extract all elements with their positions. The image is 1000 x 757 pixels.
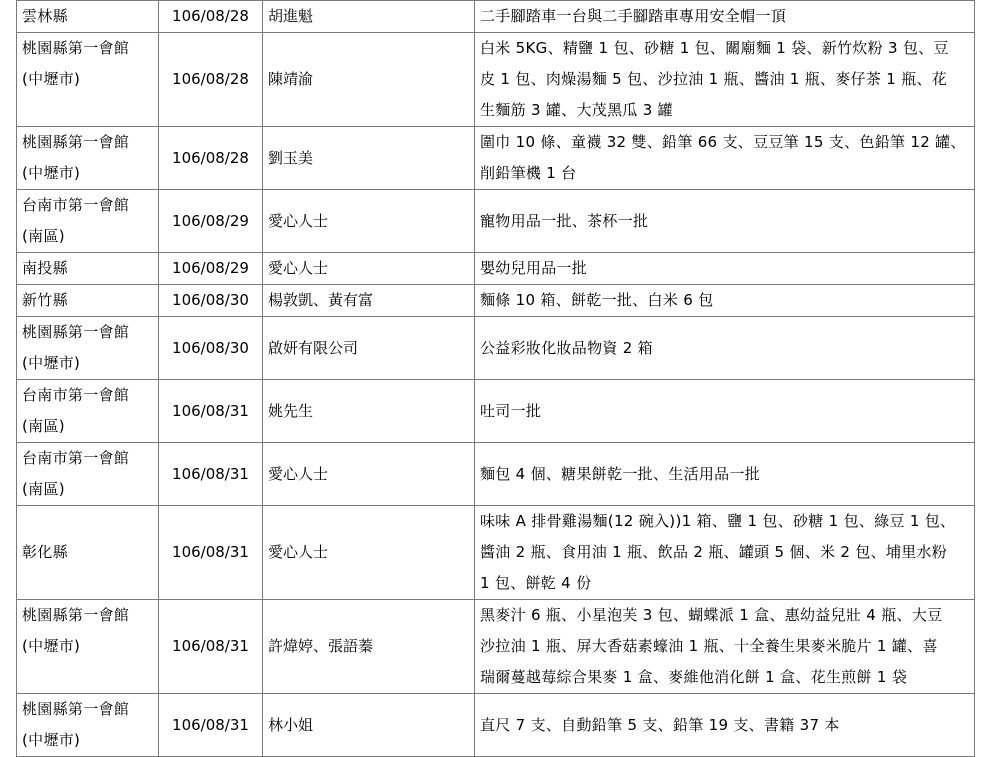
items-cell: [475, 600, 975, 694]
date-cell: 106/08/31: [159, 506, 263, 600]
place-line: (中壢市): [22, 731, 81, 749]
location-cell: [17, 127, 159, 190]
place-line: (南區): [22, 417, 65, 435]
place-line: 桃園縣第一會館: [22, 323, 130, 341]
items-cell: [475, 380, 975, 443]
date-cell: 106/08/29: [159, 190, 263, 253]
items-line: 1 包、餅乾 4 份: [480, 574, 592, 592]
table-row: [17, 506, 975, 600]
donor-cell: 劉玉美: [263, 127, 475, 190]
donor-cell: 楊敦凱、黃有富: [263, 285, 475, 317]
date-cell: 106/08/28: [159, 127, 263, 190]
place-line: 桃園縣第一會館: [22, 39, 130, 57]
place-line: 桃園縣第一會館: [22, 606, 130, 624]
date-cell: 106/08/28: [159, 33, 263, 127]
items-line: 削鉛筆機 1 台: [480, 164, 577, 182]
items-cell: [475, 317, 975, 380]
location-cell: [17, 380, 159, 443]
date-cell: 106/08/28: [159, 1, 263, 33]
items-line: 圍巾 10 條、童襪 32 雙、鉛筆 66 支、豆豆筆 15 支、色鉛筆 12 罐、: [480, 133, 966, 151]
location-cell: [17, 600, 159, 694]
location-cell: [17, 317, 159, 380]
table-row: [17, 190, 975, 253]
location-cell: [17, 33, 159, 127]
place-line: 桃園縣第一會館: [22, 133, 130, 151]
date-cell: 106/08/30: [159, 285, 263, 317]
place-line: 台南市第一會館: [22, 386, 130, 404]
place-line: 台南市第一會館: [22, 449, 130, 467]
place-line: (南區): [22, 227, 65, 245]
donor-cell: 愛心人士: [263, 506, 475, 600]
items-line: 麵包 4 個、糖果餅乾一批、生活用品一批: [480, 464, 761, 483]
place-line: (中壢市): [22, 637, 81, 655]
donor-cell: 胡進魁: [263, 1, 475, 33]
location-cell: [17, 285, 159, 317]
table-row: [17, 1, 975, 33]
items-line: 皮 1 包、肉燥湯麵 5 包、沙拉油 1 瓶、醬油 1 瓶、麥仔茶 1 瓶、花: [480, 70, 948, 88]
table-row: [17, 33, 975, 127]
items-cell: [475, 694, 975, 757]
location-cell: [17, 190, 159, 253]
date-cell: 106/08/30: [159, 317, 263, 380]
donor-cell: 啟妍有限公司: [263, 317, 475, 380]
table-row: [17, 380, 975, 443]
donor-cell: 愛心人士: [263, 253, 475, 285]
items-line: 生麵筋 3 罐、大茂黑瓜 3 罐: [480, 101, 673, 119]
items-line: 二手腳踏車一台與二手腳踏車專用安全帽一頂: [480, 7, 787, 25]
date-cell: 106/08/31: [159, 694, 263, 757]
items-cell: [475, 1, 975, 33]
place-line: 桃園縣第一會館: [22, 700, 130, 718]
date-cell: 106/08/31: [159, 600, 263, 694]
location-cell: [17, 1, 159, 33]
items-cell: [475, 127, 975, 190]
location-cell: [17, 694, 159, 757]
location-cell: [17, 506, 159, 600]
items-line: 吐司一批: [480, 401, 542, 420]
items-line: 寵物用品一批、茶杯一批: [480, 211, 649, 230]
table-row: [17, 127, 975, 190]
items-line: 公益彩妝化妝品物資 2 箱: [480, 338, 653, 357]
place-line: (中壢市): [22, 354, 81, 372]
donor-cell: 姚先生: [263, 380, 475, 443]
items-cell: [475, 443, 975, 506]
table-row: [17, 600, 975, 694]
items-line: 嬰幼兒用品一批: [480, 259, 588, 277]
donor-cell: 陳靖渝: [263, 33, 475, 127]
donor-cell: 愛心人士: [263, 443, 475, 506]
items-cell: [475, 33, 975, 127]
items-line: 麵條 10 箱、餅乾一批、白米 6 包: [480, 291, 714, 309]
table-row: [17, 285, 975, 317]
place-line: (中壢市): [22, 164, 81, 182]
donor-cell: 愛心人士: [263, 190, 475, 253]
donor-cell: 許煒婷、張語蓁: [263, 600, 475, 694]
place-line: (南區): [22, 480, 65, 498]
items-line: 醬油 2 瓶、食用油 1 瓶、飲品 2 瓶、罐頭 5 個、米 2 包、埔里水粉: [480, 543, 948, 561]
items-line: 直尺 7 支、自動鉛筆 5 支、鉛筆 19 支、書籍 37 本: [480, 715, 840, 734]
table-row: [17, 694, 975, 757]
items-cell: [475, 190, 975, 253]
items-cell: [475, 285, 975, 317]
place-line: (中壢市): [22, 70, 81, 88]
items-line: 瑞爾蔓越莓綜合果麥 1 盒、麥維他消化餅 1 盒、花生煎餅 1 袋: [480, 668, 908, 686]
items-cell: [475, 506, 975, 600]
table-row: [17, 317, 975, 380]
items-line: 沙拉油 1 瓶、屏大香菇素蠔油 1 瓶、十全養生果麥米脆片 1 罐、喜: [480, 637, 938, 655]
items-line: 味味 A 排骨雞湯麵(12 碗入))1 箱、鹽 1 包、砂糖 1 包、綠豆 1 包、: [480, 512, 956, 530]
table-row: [17, 253, 975, 285]
date-cell: 106/08/31: [159, 380, 263, 443]
location-cell: [17, 253, 159, 285]
place-line: 台南市第一會館: [22, 196, 130, 214]
table-row: [17, 443, 975, 506]
place-line: 雲林縣: [22, 7, 68, 25]
date-cell: 106/08/29: [159, 253, 263, 285]
items-line: 白米 5KG、精鹽 1 包、砂糖 1 包、關廟麵 1 袋、新竹炊粉 3 包、豆: [480, 39, 949, 57]
donor-cell: 林小姐: [263, 694, 475, 757]
date-cell: 106/08/31: [159, 443, 263, 506]
donation-table: [16, 0, 975, 757]
items-line: 黑麥汁 6 瓶、小星泡芙 3 包、蝴蝶派 1 盒、惠幼益兒壯 4 瓶、大豆: [480, 606, 943, 624]
place-line: 新竹縣: [22, 291, 68, 309]
donation-table-body: [17, 1, 975, 757]
place-line: 南投縣: [22, 259, 68, 277]
place-line: 彰化縣: [22, 543, 68, 561]
items-cell: [475, 253, 975, 285]
location-cell: [17, 443, 159, 506]
